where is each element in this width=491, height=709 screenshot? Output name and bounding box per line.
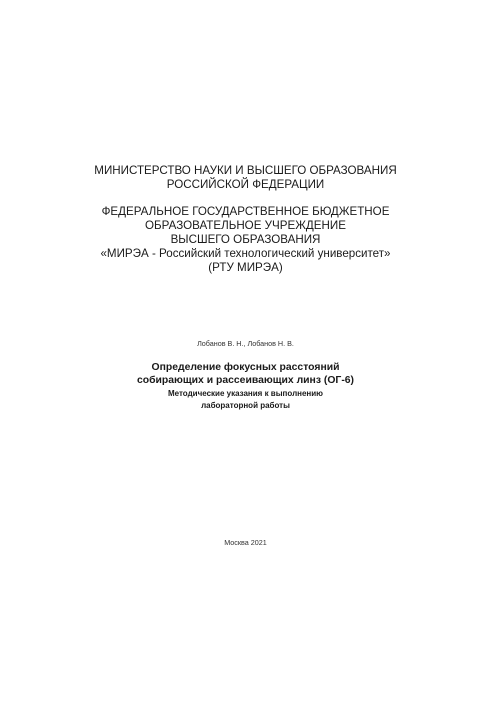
document-subtitle-line-2: лабораторной работы (201, 401, 290, 410)
ministry-line-2: РОССИЙСКОЙ ФЕДЕРАЦИИ (166, 178, 325, 191)
authors: Лобанов В. Н., Лобанов Н. В. (197, 339, 294, 348)
institution-line-4: «МИРЭА - Российский технологический университет» (100, 247, 391, 260)
institution-line-1: ФЕДЕРАЛЬНОЕ ГОСУДАРСТВЕННОЕ БЮДЖЕТНОЕ (101, 205, 390, 218)
document-title-line-1: Определение фокусных расстояний (151, 362, 340, 373)
document-subtitle-line-1: Методические указания к выполнению (167, 389, 324, 398)
document-title-line-2: собирающих и рассеивающих линз (ОГ-6) (136, 375, 355, 386)
city-year: Москва 2021 (224, 538, 267, 547)
institution-line-3: ВЫСШЕГО ОБРАЗОВАНИЯ (170, 233, 321, 246)
institution-line-2: ОБРАЗОВАТЕЛЬНОЕ УЧРЕЖДЕНИЕ (145, 219, 346, 232)
ministry-line-1: МИНИСТЕРСТВО НАУКИ И ВЫСШЕГО ОБРАЗОВАНИЯ (94, 164, 397, 177)
institution-line-5: (РТУ МИРЭА) (208, 261, 283, 274)
